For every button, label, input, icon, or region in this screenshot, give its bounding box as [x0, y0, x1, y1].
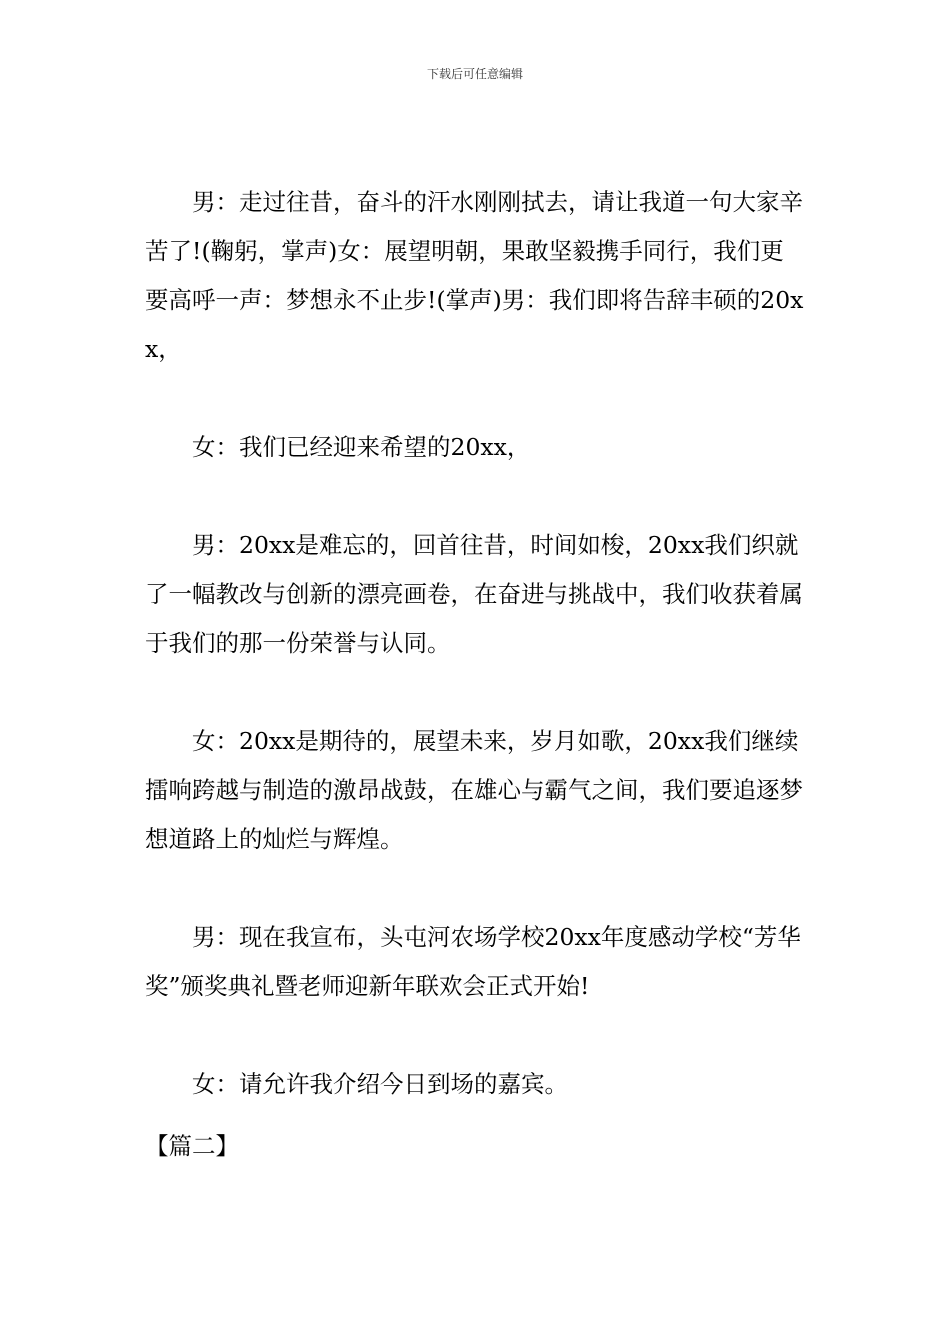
- paragraph: 男：现在我宣布，头屯河农场学校20xx年度感动学校“芳华奖”颁奖典礼暨老师迎新年联欢会正式开始!: [145, 923, 801, 1000]
- paragraph: 男：走过往昔，奋斗的汗水刚刚拭去，请让我道一句大家辛苦了!(鞠躬，掌声)女：展望明朝，果敢坚毅携手同行，我们更要高呼一声：梦想永不止步!(掌声)男：我们即将告辞丰硕的20xx，: [145, 188, 804, 363]
- document-body: [145, 178, 807, 1109]
- paragraph: 女：20xx是期待的，展望未来，岁月如歌，20xx我们继续擂响跨越与制造的激昂战鼓，在雄心与霸气之间，我们要追逐梦想道路上的灿烂与辉煌。: [145, 727, 803, 853]
- page-header: 下载后可任意编辑: [426, 67, 523, 81]
- paragraph: 女：我们已经迎来希望的20xx，: [192, 433, 531, 461]
- paragraph: 女：请允许我介绍今日到场的嘉宾。: [192, 1070, 568, 1098]
- paragraph: 男：20xx是难忘的，回首往昔，时间如梭，20xx我们织就了一幅教改与创新的漂亮画卷，在奋进与挑战中，我们收获着属于我们的那一份荣誉与认同。: [145, 531, 803, 657]
- section-title: 【篇二】: [145, 1132, 239, 1160]
